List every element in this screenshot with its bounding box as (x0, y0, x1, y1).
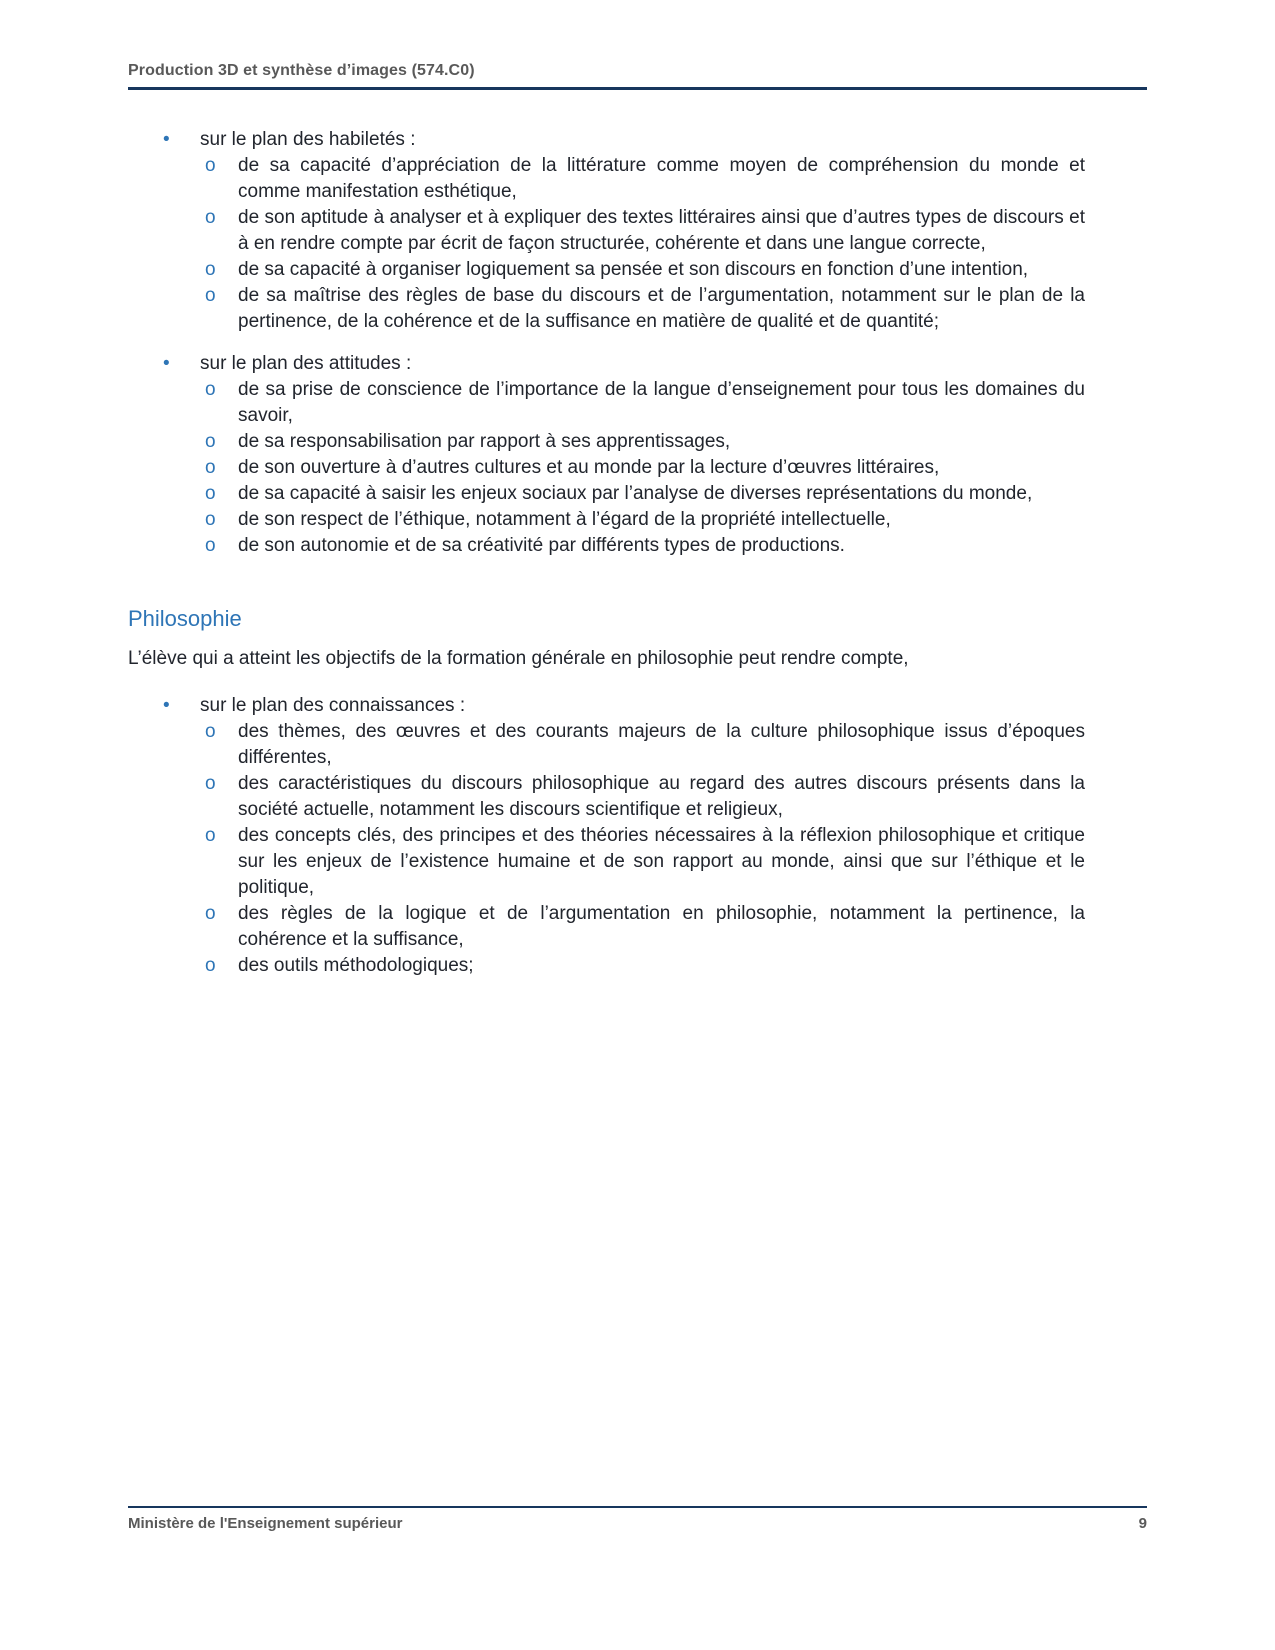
page-header (128, 62, 1147, 90)
bullet-item (128, 127, 1085, 153)
sub-bullet-item (128, 901, 1085, 953)
page-footer (128, 1506, 1147, 1532)
sub-bullet-text: des règles de la logique et de l’argumentation en philosophie, notamment la pertinence, la cohérence et la suffisance, (238, 903, 1085, 950)
header-rule (128, 87, 1147, 90)
bullet-icon: • (163, 353, 170, 374)
sub-bullet-text: des concepts clés, des principes et des théories nécessaires à la réflexion philosophique et critique sur les enjeux de l’existence humaine et de son rapport au monde, ainsi que sur l’éthique et le politique, (238, 825, 1085, 898)
circle-bullet-icon: o (205, 721, 216, 742)
circle-bullet-icon: o (205, 259, 216, 280)
bullet-icon: • (163, 129, 170, 150)
sub-bullet-text: de sa maîtrise des règles de base du discours et de l’argumentation, notamment sur le plan de la pertinence, de la cohérence et de la suffisance en matière de qualité et de quantité; (238, 285, 1085, 332)
bullet-group (128, 351, 1085, 559)
bullet-icon: • (163, 695, 170, 716)
circle-bullet-icon: o (205, 825, 216, 846)
sub-bullet-text: de sa capacité à organiser logiquement sa pensée et son discours en fonction d’une intention, (238, 259, 1029, 280)
circle-bullet-icon: o (205, 955, 216, 976)
document-content (128, 127, 1085, 979)
sub-bullet-item (128, 823, 1085, 901)
circle-bullet-icon: o (205, 509, 216, 530)
sub-bullet-item (128, 953, 1085, 979)
sub-bullet-text: de son ouverture à d’autres cultures et au monde par la lecture d’œuvres littéraires, (238, 457, 940, 478)
sub-bullet-item (128, 153, 1085, 205)
bullet-group (128, 693, 1085, 979)
circle-bullet-icon: o (205, 379, 216, 400)
sub-bullet-text: de sa capacité d’appréciation de la littérature comme moyen de compréhension du monde et comme manifestation esthétique, (238, 155, 1085, 202)
bullet-label: sur le plan des connaissances : (200, 695, 466, 716)
circle-bullet-icon: o (205, 155, 216, 176)
sub-bullet-text: de sa prise de conscience de l’importance de la langue d’enseignement pour tous les domaines du savoir, (238, 379, 1085, 426)
sub-bullet-text: de son respect de l’éthique, notamment à l’égard de la propriété intellectuelle, (238, 509, 891, 530)
bullet-label: sur le plan des attitudes : (200, 353, 412, 374)
circle-bullet-icon: o (205, 431, 216, 452)
circle-bullet-icon: o (205, 457, 216, 478)
bullet-item (128, 351, 1085, 377)
sub-bullet-item (128, 719, 1085, 771)
sub-bullet-item (128, 533, 1085, 559)
bullet-item (128, 693, 1085, 719)
circle-bullet-icon: o (205, 483, 216, 504)
sub-bullet-text: de son autonomie et de sa créativité par différents types de productions. (238, 535, 845, 556)
sub-bullet-text: des outils méthodologiques; (238, 955, 474, 976)
circle-bullet-icon: o (205, 207, 216, 228)
circle-bullet-icon: o (205, 903, 216, 924)
circle-bullet-icon: o (205, 773, 216, 794)
circle-bullet-icon: o (205, 285, 216, 306)
sub-bullet-item (128, 481, 1085, 507)
sub-bullet-item (128, 257, 1085, 283)
page-number: 9 (1138, 1515, 1147, 1532)
sub-bullet-item (128, 205, 1085, 257)
sub-bullet-item (128, 429, 1085, 455)
sub-bullet-item (128, 771, 1085, 823)
header-title: Production 3D et synthèse d’images (574.C0) (128, 62, 475, 79)
bullet-label: sur le plan des habiletés : (200, 129, 416, 150)
sub-bullet-text: des caractéristiques du discours philosophique au regard des autres discours présents dans la société actuelle, notamment les discours scientifique et religieux, (238, 773, 1085, 820)
sub-bullet-text: des thèmes, des œuvres et des courants majeurs de la culture philosophique issus d’époques différentes, (238, 721, 1085, 768)
sub-bullet-item (128, 283, 1085, 335)
section-heading: Philosophie (128, 606, 242, 631)
sub-bullet-text: de son aptitude à analyser et à expliquer des textes littéraires ainsi que d’autres types de discours et à en rendre compte par écrit de façon structurée, cohérente et dans une langue correcte, (238, 207, 1085, 254)
circle-bullet-icon: o (205, 535, 216, 556)
sub-bullet-text: de sa capacité à saisir les enjeux sociaux par l’analyse de diverses représentations du monde, (238, 483, 1033, 504)
bullet-group (128, 127, 1085, 335)
body-paragraph: L’élève qui a atteint les objectifs de la formation générale en philosophie peut rendre compte, (128, 648, 909, 669)
sub-bullet-item (128, 507, 1085, 533)
sub-bullet-text: de sa responsabilisation par rapport à ses apprentissages, (238, 431, 731, 452)
sub-bullet-item (128, 455, 1085, 481)
sub-bullet-item (128, 377, 1085, 429)
footer-ministry-label: Ministère de l'Enseignement supérieur (128, 1515, 403, 1532)
